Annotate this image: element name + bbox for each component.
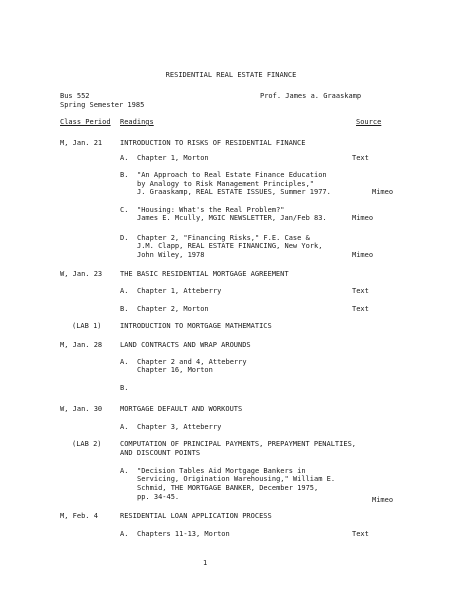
document-title: RESIDENTIAL REAL ESTATE FINANCE xyxy=(165,71,297,79)
reading-letter: A. xyxy=(120,358,129,366)
page-number: 1 xyxy=(203,559,208,567)
reading-letter: B. xyxy=(120,171,129,179)
reading-source: Text xyxy=(352,530,369,538)
reading-source: Text xyxy=(352,305,369,313)
reading-source: Text xyxy=(352,287,369,295)
reading-source: Mimeo xyxy=(372,496,394,504)
column-header-readings: Readings xyxy=(120,118,154,126)
reading-letter: D. xyxy=(120,234,129,242)
reading-text: by Analogy to Risk Management Principles," xyxy=(137,180,315,188)
reading-text: John Wiley, 1978 xyxy=(137,251,205,259)
semester: Spring Semester 1985 xyxy=(60,101,145,109)
reading-letter: A. xyxy=(120,423,129,431)
reading-text: Servicing, Origination Warehousing," William E. xyxy=(137,475,336,483)
lab-label: (LAB 2) xyxy=(72,440,102,448)
reading-text: Chapters 11-13, Morton xyxy=(137,530,230,538)
reading-letter: A. xyxy=(120,287,129,295)
session-topic: MORTGAGE DEFAULT AND WORKOUTS xyxy=(120,405,243,413)
session-date: M, Jan. 28 xyxy=(60,341,103,349)
reading-text: "Housing: What's the Real Problem?" xyxy=(137,206,285,214)
reading-letter: A. xyxy=(120,530,129,538)
lab-label: (LAB 1) xyxy=(72,322,102,330)
reading-text: Chapter 2 and 4, Atteberry xyxy=(137,358,247,366)
reading-text: Schmid, THE MORTGAGE BANKER, December 1975, xyxy=(137,484,319,492)
reading-text: James E. Mcully, MGIC NEWSLETTER, Jan/Feb 83. xyxy=(137,214,327,222)
session-date: W, Jan. 23 xyxy=(60,270,103,278)
column-header-source: Source xyxy=(356,118,382,126)
reading-text: Chapter 2, Morton xyxy=(137,305,209,313)
column-header-class-period: Class Period xyxy=(60,118,111,126)
reading-letter: B. xyxy=(120,305,129,313)
reading-letter: A. xyxy=(120,467,129,475)
reading-text: J.M. Clapp, REAL ESTATE FINANCING, New York, xyxy=(137,242,323,250)
reading-text: Chapter 16, Morton xyxy=(137,366,213,374)
reading-text: Chapter 1, Morton xyxy=(137,154,209,162)
session-topic: INTRODUCTION TO MORTGAGE MATHEMATICS xyxy=(120,322,272,330)
reading-text: "Decision Tables Aid Mortgage Bankers in xyxy=(137,467,306,475)
reading-letter: C. xyxy=(120,206,129,214)
reading-text: J. Graaskamp, REAL ESTATE ISSUES, Summer 1977. xyxy=(137,188,331,196)
session-topic: THE BASIC RESIDENTIAL MORTGAGE AGREEMENT xyxy=(120,270,289,278)
session-topic: COMPUTATION OF PRINCIPAL PAYMENTS, PREPAYMENT PENALTIES, xyxy=(120,440,357,448)
reading-text: Chapter 1, Atteberry xyxy=(137,287,222,295)
reading-source: Text xyxy=(352,154,369,162)
session-date: M, Jan. 21 xyxy=(60,139,103,147)
reading-text: "An Approach to Real Estate Finance Education xyxy=(137,171,327,179)
reading-text: Chapter 3, Atteberry xyxy=(137,423,222,431)
session-topic: AND DISCOUNT POINTS xyxy=(120,449,201,457)
reading-source: Mimeo xyxy=(352,214,374,222)
reading-source: Mimeo xyxy=(372,188,394,196)
session-topic: INTRODUCTION TO RISKS OF RESIDENTIAL FINANCE xyxy=(120,139,306,147)
reading-letter: A. xyxy=(120,154,129,162)
reading-text: Chapter 2, "Financing Risks," F.E. Case & xyxy=(137,234,310,242)
reading-text: pp. 34-45. xyxy=(137,493,180,501)
reading-source: Mimeo xyxy=(352,251,374,259)
session-topic: LAND CONTRACTS AND WRAP AROUNDS xyxy=(120,341,251,349)
session-date: M, Feb. 4 xyxy=(60,512,98,520)
professor-name: Prof. James a. Graaskamp xyxy=(260,92,362,100)
session-date: W, Jan. 30 xyxy=(60,405,103,413)
reading-letter: B. xyxy=(120,384,129,392)
session-topic: RESIDENTIAL LOAN APPLICATION PROCESS xyxy=(120,512,272,520)
course-number: Bus 552 xyxy=(60,92,90,100)
